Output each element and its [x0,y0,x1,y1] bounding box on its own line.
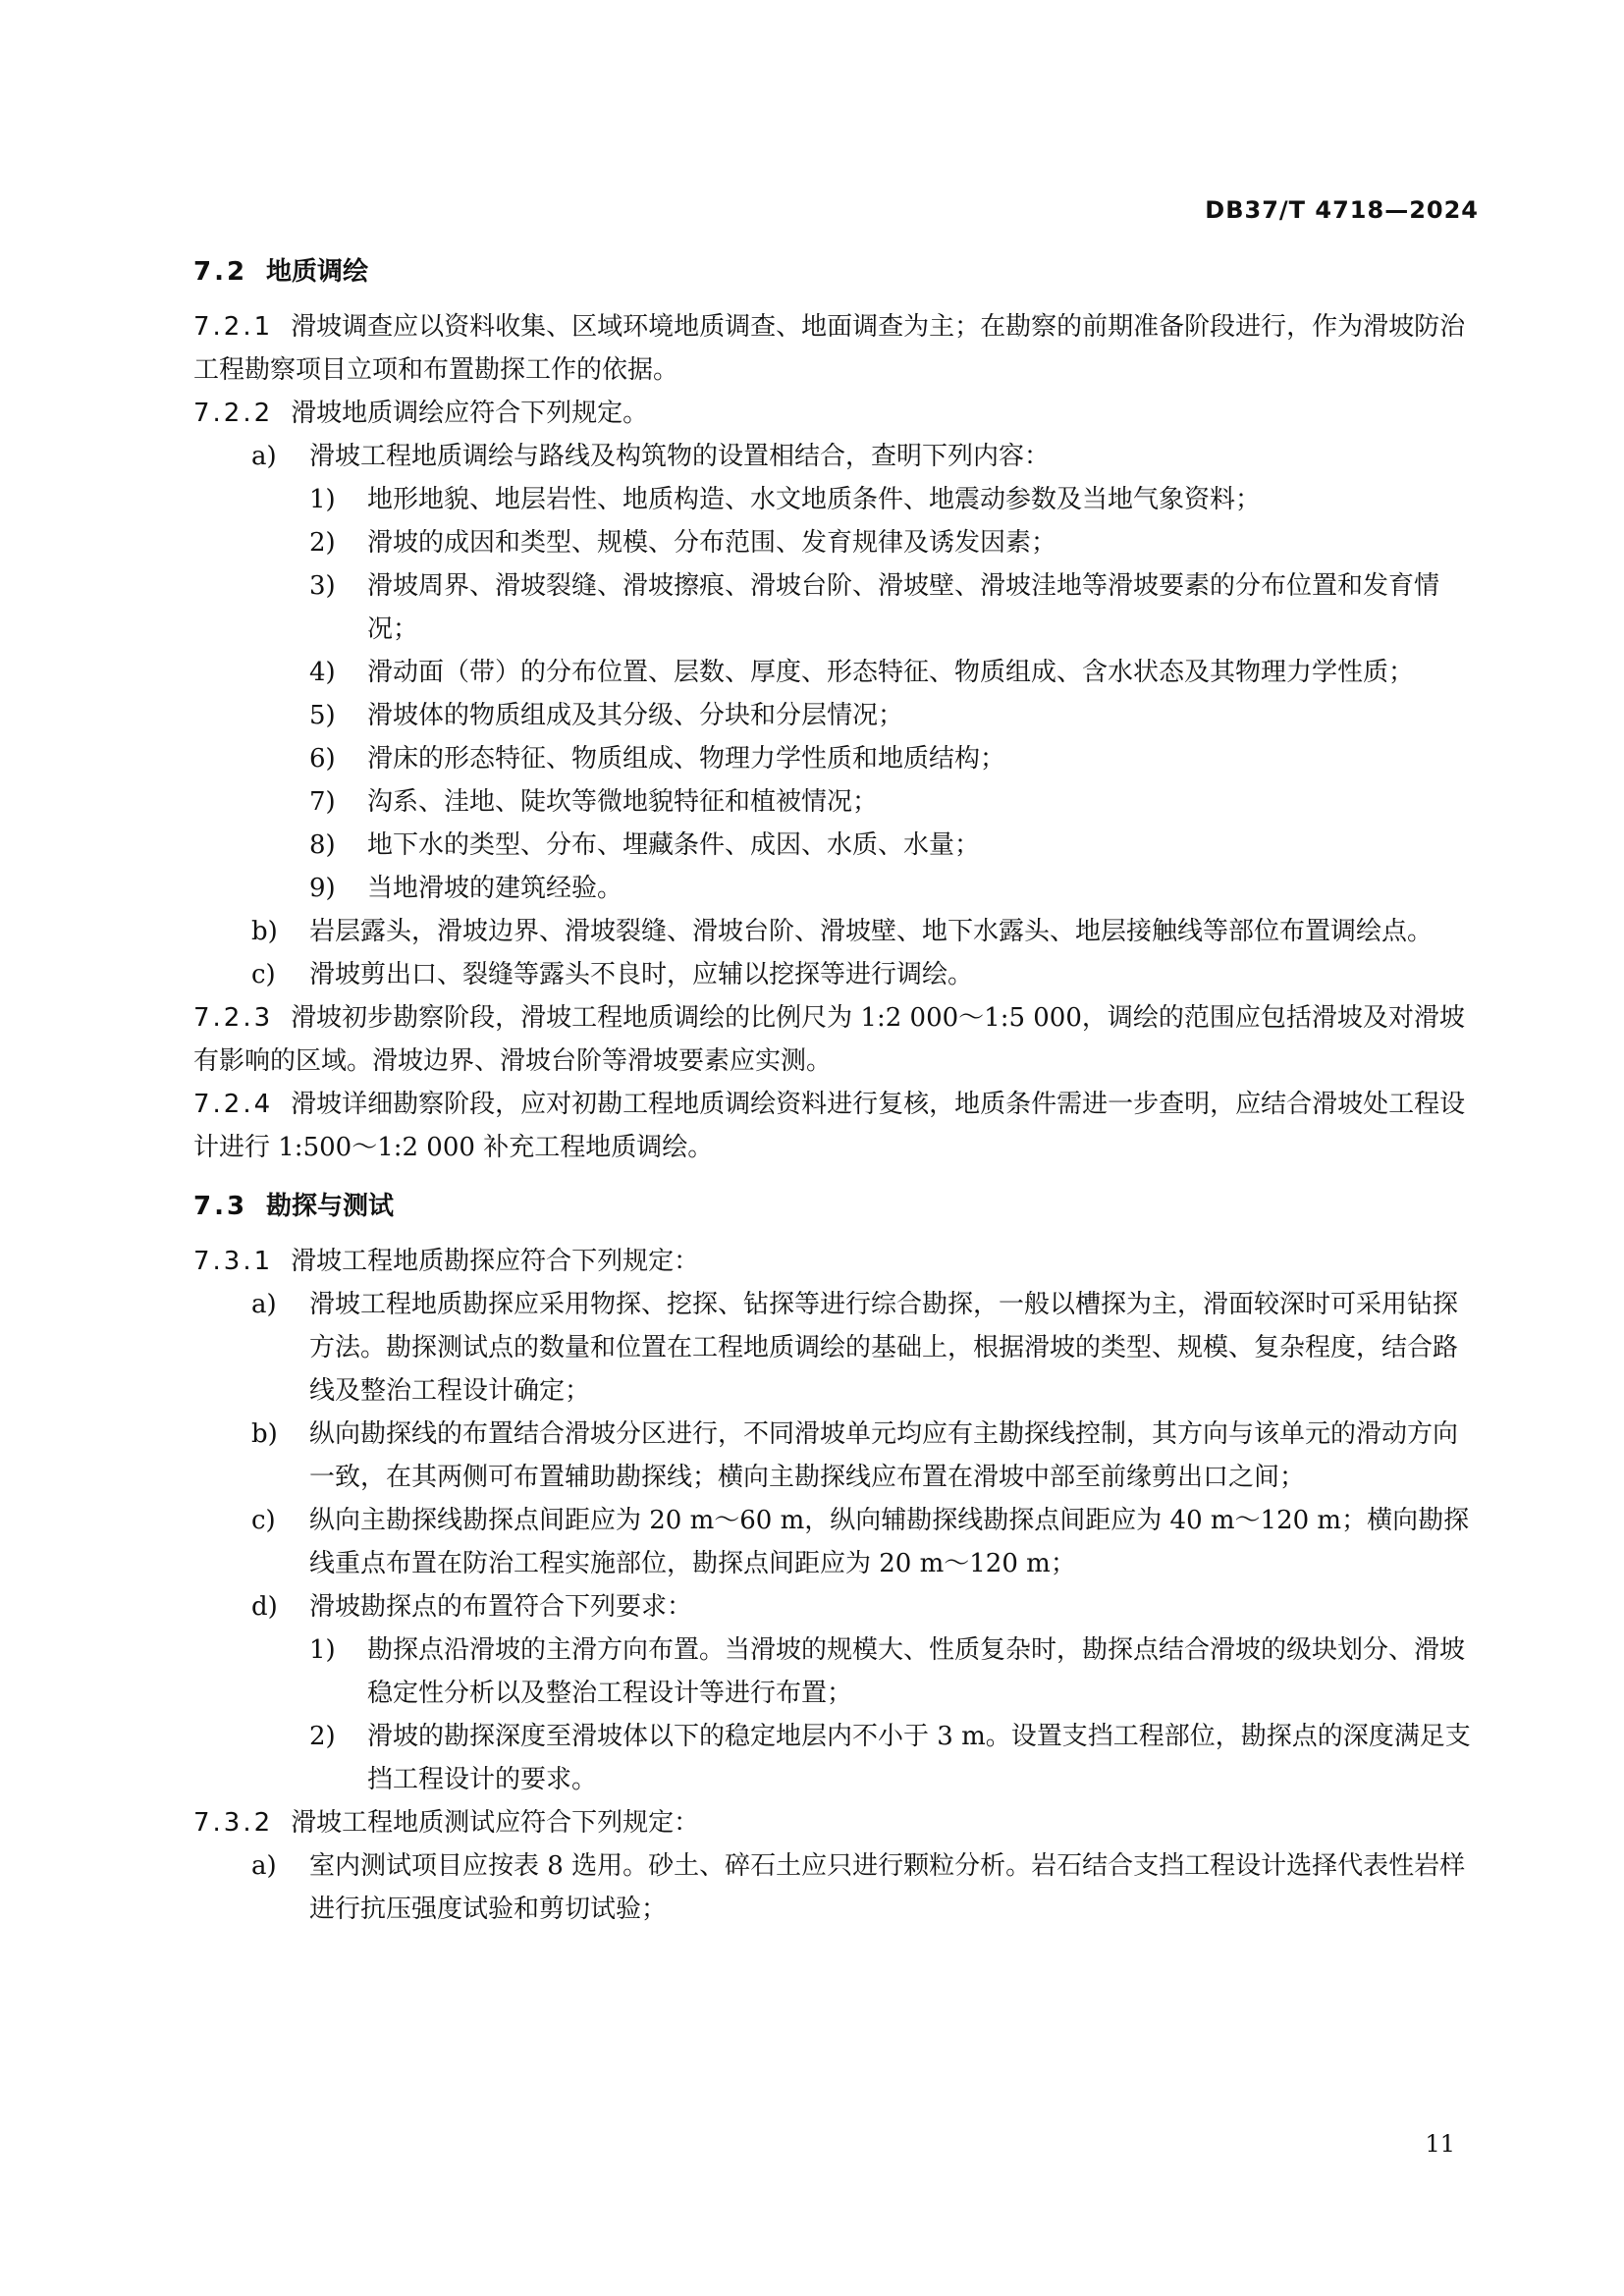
item-text: 滑坡工程地质调绘与路线及构筑物的设置相结合，查明下列内容： [309,442,1051,471]
item-label: 4) [309,658,336,687]
item-text: 滑床的形态特征、物质组成、物理力学性质和地质结构； [367,744,1006,774]
item-text: 滑坡周界、滑坡裂缝、滑坡擦痕、滑坡台阶、滑坡壁、滑坡洼地等滑坡要素的分布位置和发育情况； [367,571,1440,644]
item-label: c) [251,1506,276,1535]
clause-text: 滑坡调查应以资料收集、区域环境地质调查、地面调查为主；在勘察的前期准备阶段进行，作为滑坡防治工程勘察项目立项和布置勘探工作的依据。 [193,312,1466,385]
item-label: 5) [309,701,336,730]
document-code: DB37/T 4718—2024 [1205,196,1479,224]
clause-7-3-1 [193,1240,1482,1283]
item-text: 当地滑坡的建筑经验。 [367,874,623,903]
list-item [193,651,1482,694]
section-title: 地质调绘 [266,257,369,287]
clause-number: 7.2.1 [193,312,274,342]
item-label: c) [251,960,276,989]
item-text: 沟系、洼地、陡坎等微地貌特征和植被情况； [367,787,879,817]
list-item-a [193,435,1482,478]
item-text: 岩层露头，滑坡边界、滑坡裂缝、滑坡台阶、滑坡壁、地下水露头、地层接触线等部位布置调绘点。 [309,917,1434,946]
list-item-c [193,1499,1482,1585]
clause-text: 滑坡地质调绘应符合下列规定。 [291,399,649,428]
list-item-a [193,1844,1482,1931]
item-text: 滑坡体的物质组成及其分级、分块和分层情况； [367,701,904,730]
item-label: 7) [309,787,336,817]
clause-number: 7.3.2 [193,1808,274,1838]
section-heading-7-3 [193,1185,1482,1228]
clause-text: 滑坡工程地质测试应符合下列规定： [291,1808,700,1838]
item-text: 纵向勘探线的布置结合滑坡分区进行，不同滑坡单元均应有主勘探线控制，其方向与该单元的滑动方向一致，在其两侧可布置辅助勘探线；横向主勘探线应布置在滑坡中部至前缘剪出口之间； [309,1419,1459,1492]
clause-7-2-1 [193,305,1482,392]
list-item [193,824,1482,867]
clause-text: 滑坡详细勘察阶段，应对初勘工程地质调绘资料进行复核，地质条件需进一步查明，应结合滑坡处工程设计进行 1:500～1:2 000 补充工程地质调绘。 [193,1090,1466,1162]
section-number: 7.3 [193,1192,248,1221]
list-item [193,521,1482,564]
item-text: 地下水的类型、分布、埋藏条件、成因、水质、水量； [367,830,981,860]
item-text: 滑坡的成因和类型、规模、分布范围、发育规律及诱发因素； [367,528,1057,558]
list-item-c [193,953,1482,996]
item-text: 滑坡剪出口、裂缝等露头不良时，应辅以挖探等进行调绘。 [309,960,974,989]
list-item [193,1629,1482,1715]
item-text: 滑动面（带）的分布位置、层数、厚度、形态特征、物质组成、含水状态及其物理力学性质； [367,658,1415,687]
item-label: a) [251,1290,277,1319]
item-text: 勘探点沿滑坡的主滑方向布置。当滑坡的规模大、性质复杂时，勘探点结合滑坡的级块划分、滑坡稳定性分析以及整治工程设计等进行布置； [367,1635,1466,1708]
list-item-a [193,1283,1482,1413]
item-label: 9) [309,874,336,903]
clause-7-2-2 [193,392,1482,435]
item-label: 2) [309,528,336,558]
item-label: b) [251,1419,278,1449]
clause-7-2-4 [193,1083,1482,1169]
clause-text: 滑坡初步勘察阶段，滑坡工程地质调绘的比例尺为 1:2 000～1:5 000，调绘的范围应包括滑坡及对滑坡有影响的区域。滑坡边界、滑坡台阶等滑坡要素应实测。 [193,1003,1465,1076]
page-content [193,250,1482,1931]
list-item [193,478,1482,521]
item-text: 滑坡的勘探深度至滑坡体以下的稳定地层内不小于 3 m。设置支挡工程部位，勘探点的深度满足支挡工程设计的要求。 [367,1722,1471,1794]
item-label: 2) [309,1722,336,1751]
item-label: 8) [309,830,336,860]
clause-number: 7.2.3 [193,1003,274,1033]
item-text: 滑坡勘探点的布置符合下列要求： [309,1592,693,1622]
clause-number: 7.2.4 [193,1090,274,1119]
clause-7-2-3 [193,996,1482,1083]
item-label: 3) [309,571,336,601]
item-text: 室内测试项目应按表 8 选用。砂土、碎石土应只进行颗粒分析。岩石结合支挡工程设计选择代表性岩样进行抗压强度试验和剪切试验； [309,1851,1466,1924]
list-item-b [193,910,1482,953]
list-item-d [193,1585,1482,1629]
list-item [193,564,1482,651]
item-text: 滑坡工程地质勘探应采用物探、挖探、钻探等进行综合勘探，一般以槽探为主，滑面较深时可采用钻探方法。勘探测试点的数量和位置在工程地质调绘的基础上，根据滑坡的类型、规模、复杂程度，结合路线及整治工程设计确定； [309,1290,1459,1406]
item-label: 6) [309,744,336,774]
item-label: 1) [309,1635,336,1665]
list-item [193,780,1482,824]
item-label: a) [251,1851,277,1881]
clause-number: 7.3.1 [193,1247,274,1276]
item-label: d) [251,1592,278,1622]
list-item [193,1715,1482,1801]
item-label: b) [251,917,278,946]
clause-number: 7.2.2 [193,399,274,428]
list-item-b [193,1413,1482,1499]
section-title: 勘探与测试 [266,1192,395,1221]
section-heading-7-2 [193,250,1482,294]
item-text: 纵向主勘探线勘探点间距应为 20 m～60 m，纵向辅勘探线勘探点间距应为 40 m～120 m；横向勘探线重点布置在防治工程实施部位，勘探点间距应为 20 m～120 m； [309,1506,1470,1578]
item-label: 1) [309,485,336,514]
section-number: 7.2 [193,257,248,287]
item-text: 地形地貌、地层岩性、地质构造、水文地质条件、地震动参数及当地气象资料； [367,485,1262,514]
clause-text: 滑坡工程地质勘探应符合下列规定： [291,1247,700,1276]
list-item [193,694,1482,737]
clause-7-3-2 [193,1801,1482,1844]
list-item [193,867,1482,910]
item-label: a) [251,442,277,471]
list-item [193,737,1482,780]
page-number: 11 [1425,2130,1455,2158]
